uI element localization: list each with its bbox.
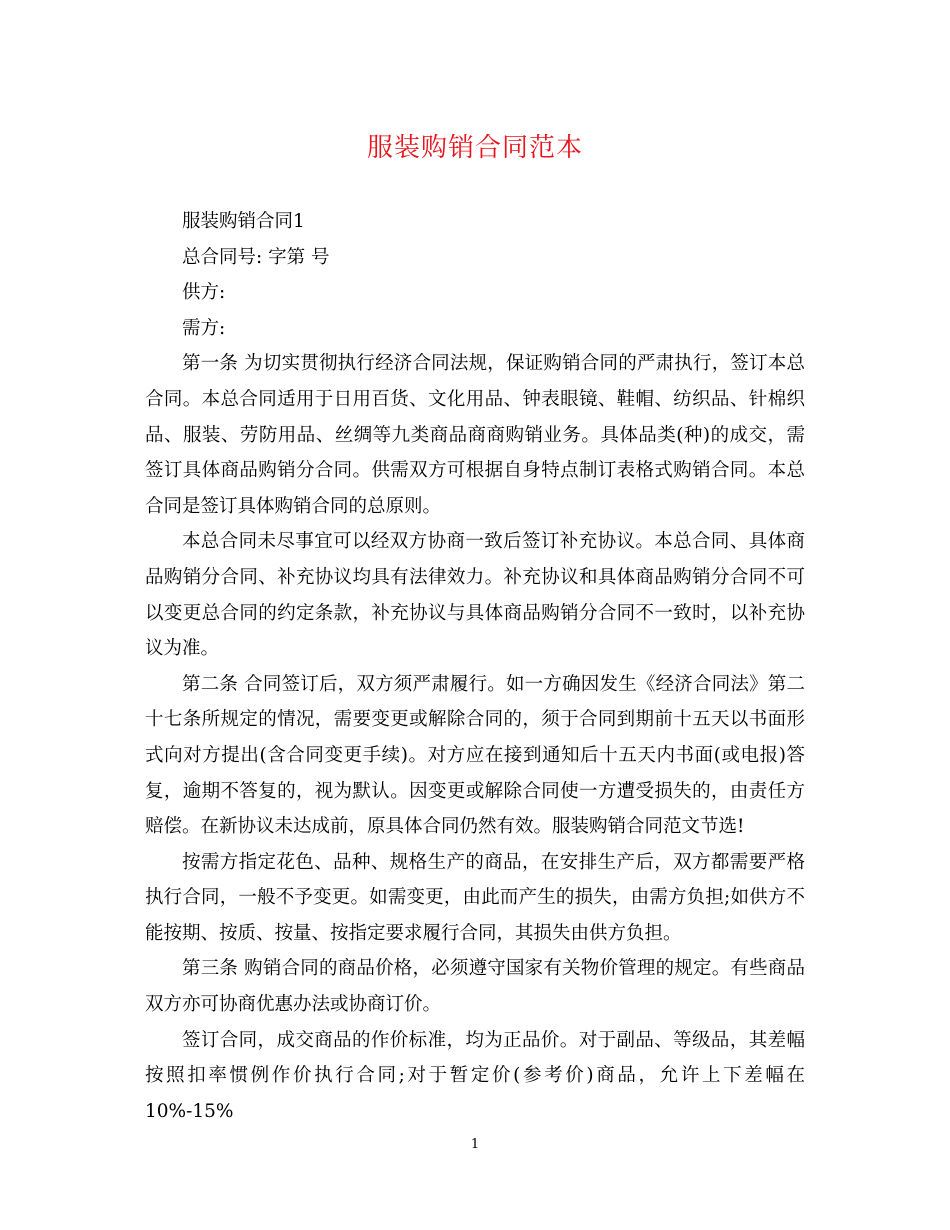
page-number: 1 [470, 1137, 480, 1152]
document-body [145, 204, 805, 1129]
document-title: 服装购销合同范本 [366, 133, 583, 163]
article-2-paragraph: 第二条 合同签订后，双方须严肃履行。如一方确因发生《经济合同法》第二十七条所规定的情况，需要变更或解除合同的，须于合同到期前十五天以书面形式向对方提出(含合同变更手续)。对方应在接到通知后十五天内书面(或电报)答复，逾期不答复的，视为默认。因变更或解除合同使一方遭受损失的，由责任方赔偿。在新协议未达成前，原具体合同仍然有效。服装购销合同范文节选! [145, 673, 805, 838]
contract-heading: 服装购销合同1 [182, 211, 305, 232]
article-1-paragraph: 第一条 为切实贯彻执行经济合同法规，保证购销合同的严肃执行，签订本总合同。本总合同适用于日用百货、文化用品、钟表眼镜、鞋帽、纺织品、针棉织品、服装、劳防用品、丝绸等九类商品商商购销业务。具体品类(种)的成交，需签订具体商品购销分合同。供需双方可根据自身特点制订表格式购销合同。本总合同是签订具体购销合同的总原则。 [145, 353, 805, 517]
supplementary-agreement-paragraph: 本总合同未尽事宜可以经双方协商一致后签订补充协议。本总合同、具体商品购销分合同、补充协议均具有法律效力。补充协议和具体商品购销分合同不可以变更总合同的约定条款，补充协议与具体商品购销分合同不一致时，以补充协议为准。 [145, 531, 805, 660]
pricing-standard-paragraph: 签订合同，成交商品的作价标准，均为正品价。对于副品、等级品，其差幅按照扣率惯例作价执行合同;对于暂定价(参考价)商品，允许上下差幅在10%-15% [145, 1029, 805, 1122]
supplier-line: 供方: [182, 282, 226, 304]
buyer-line: 需方: [182, 317, 226, 339]
article-3-paragraph: 第三条 购销合同的商品价格，必须遵守国家有关物价管理的规定。有些商品双方亦可协商优惠办法或协商订价。 [145, 958, 805, 1016]
contract-number-line: 总合同号: 字第 号 [182, 246, 330, 268]
production-change-paragraph: 按需方指定花色、品种、规格生产的商品，在安排生产后，双方都需要严格执行合同，一般不予变更。如需变更，由此而产生的损失，由需方负担;如供方不能按期、按质、按量、按指定要求履行合同，其损失由供方负担。 [145, 851, 805, 944]
